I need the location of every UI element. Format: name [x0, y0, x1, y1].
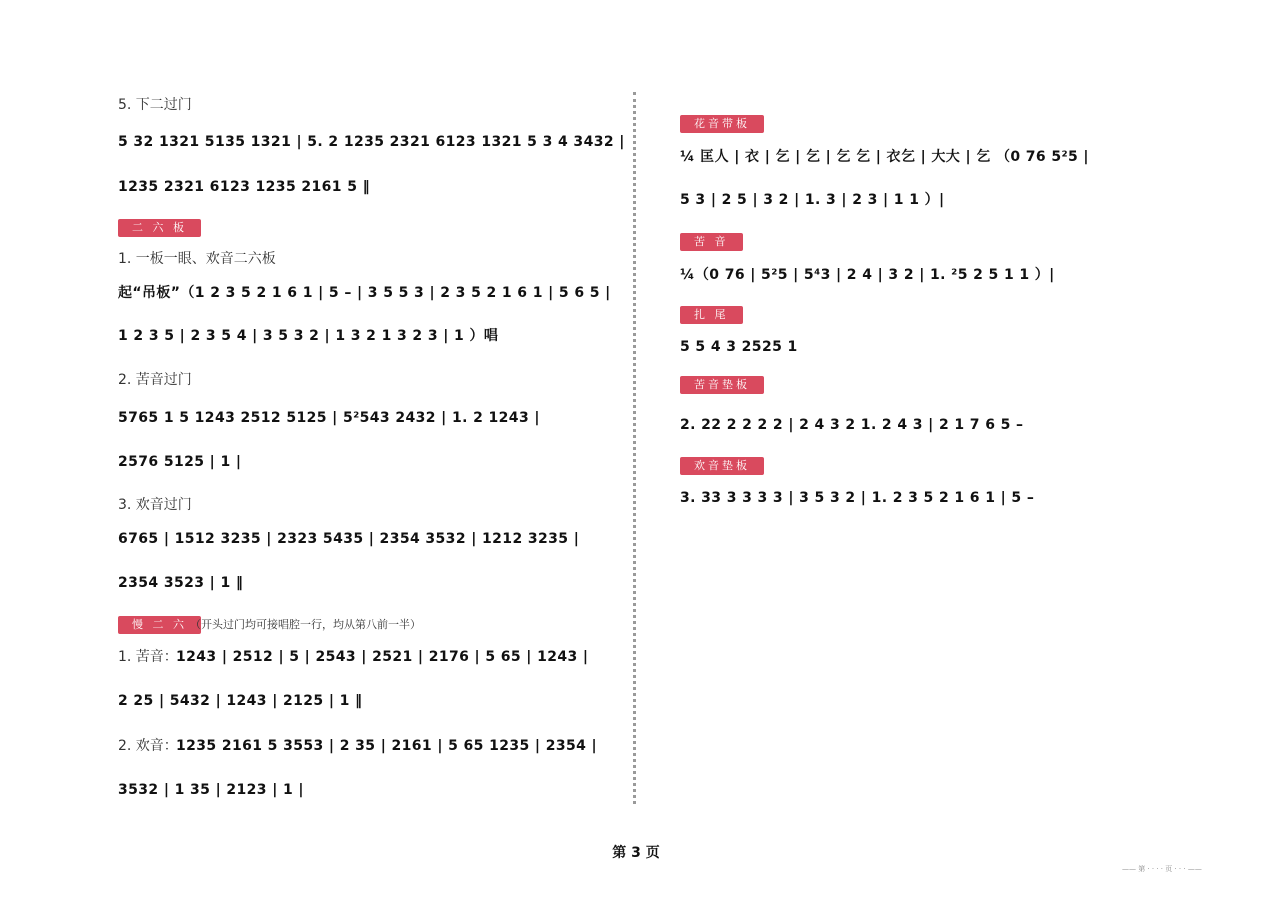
section-tag-huanyin-dianban: 欢音垫板 [680, 457, 764, 475]
notation-row: 2354 3523 | 1 ‖ [118, 575, 244, 591]
section-header-xia-guomen: 5. 下二过门 [118, 97, 192, 113]
notation-row: 1235 2321 6123 1235 2161 5 ‖ [118, 179, 371, 195]
subsection-label: 2. 欢音： [118, 738, 178, 754]
notation-row: 5 32 1321 5135 1321 | 5. 2 1235 2321 6123 1321 5 3 4 3432 | [118, 134, 625, 150]
page-number: 第 3 页 [612, 845, 660, 861]
notation-row: 起“吊板”（1 2 3 5 2 1 6 1 | 5 – | 3 5 5 3 | 2 3 5 2 1 6 1 | 5 6 5 | [118, 285, 611, 301]
notation-row: 2 25 | 5432 | 1243 | 2125 | 1 ‖ [118, 693, 363, 709]
notation-row: 1235 2161 5 3553 | 2 35 | 2161 | 5 65 1235 | 2354 | [176, 738, 598, 754]
notation-row: 5 3 | 2 5 | 3 2 | 1. 3 | 2 3 | 1 1 ）| [680, 192, 945, 208]
notation-row: 2. 22 2 2 2 2 | 2 4 3 2 1. 2 4 3 | 2 1 7 6 5 – [680, 417, 1024, 433]
notation-row: 1 2 3 5 | 2 3 5 4 | 3 5 3 2 | 1 3 2 1 3 2 3 | 1 ）唱 [118, 328, 499, 344]
subsection-title: 2. 苦音过门 [118, 372, 192, 388]
notation-row: 6765 | 1512 3235 | 2323 5435 | 2354 3532 | 1212 3235 | [118, 531, 580, 547]
subsection-title: 3. 欢音过门 [118, 497, 192, 513]
notation-row: 5765 1 5 1243 2512 5125 | 5²543 2432 | 1. 2 1243 | [118, 410, 540, 426]
notation-row: ¼（0 76 | 5²5 | 5⁴3 | 2 4 | 3 2 | 1. ²5 2 5 1 1 ）| [680, 267, 1055, 283]
section-tag-zhawei: 扎 尾 [680, 306, 743, 324]
page-footnote: —— 第 · · · · 页 · · · —— [1122, 865, 1202, 873]
notation-row: 3532 | 1 35 | 2123 | 1 | [118, 782, 304, 798]
notation-row: 3. 33 3 3 3 3 | 3 5 3 2 | 1. 2 3 5 2 1 6 1 | 5 – [680, 490, 1035, 506]
subsection-label: 1. 苦音： [118, 649, 178, 665]
subsection-title: 1. 一板一眼、欢音二六板 [118, 251, 276, 267]
notation-row: ¼ 匡人 | 衣 | 乞 | 乞 | 乞 乞 | 衣乞 | 大大 | 乞 （0 76 5²5 | [680, 149, 1089, 165]
notation-row: 2576 5125 | 1 | [118, 454, 242, 470]
section-tag-huayin-daiban: 花音带板 [680, 115, 764, 133]
notation-row: 5 5 4 3 2525 1 [680, 339, 798, 355]
notation-row: 1243 | 2512 | 5 | 2543 | 2521 | 2176 | 5 65 | 1243 | [176, 649, 589, 665]
section-tag-kuyin: 苦 音 [680, 233, 743, 251]
section-tag-man-erliu: 慢 二 六 [118, 616, 201, 634]
section-tag-note: （开头过门均可接唱腔一行，均从第八前一半） [190, 618, 421, 631]
section-tag-erliuban: 二 六 板 [118, 219, 201, 237]
column-divider [633, 92, 636, 804]
section-tag-kuyin-dianban: 苦音垫板 [680, 376, 764, 394]
